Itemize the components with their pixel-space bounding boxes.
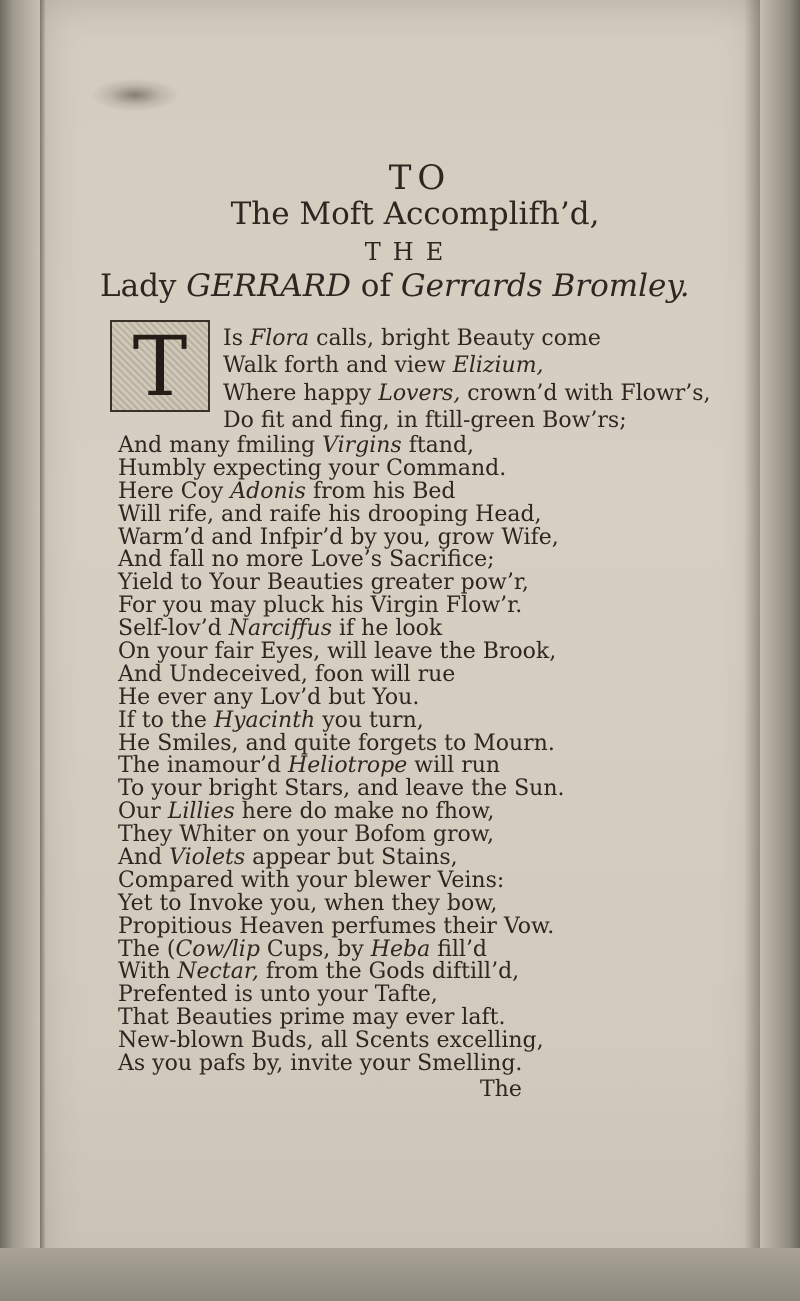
catchword: The — [480, 1077, 522, 1102]
poem-text: He ever any Lov’d but You. — [118, 685, 420, 710]
poem-text: Compared with your blewer Veins: — [118, 868, 505, 893]
poem-text: Cups, by — [259, 937, 371, 962]
poem-italic-word: Heba — [370, 937, 431, 962]
poem-italic-word: Flora — [249, 326, 310, 351]
poem-text: If to the — [118, 708, 214, 733]
poem-italic-word: Lovers, — [378, 381, 461, 406]
poem-text: Warm’d and Infpir’d by you, grow Wife, — [118, 525, 559, 550]
poem-text: With — [118, 959, 178, 984]
heading-place: Gerrards Bromley. — [400, 268, 690, 304]
poem-line — [223, 407, 627, 435]
decorated-initial-letter: T — [132, 320, 188, 415]
poem-text: That Beauties prime may ever laft. — [118, 1005, 506, 1030]
poem-text: And Undeceived, foon will rue — [118, 662, 456, 687]
poem-italic-word: Narciffus — [228, 616, 332, 641]
heading-lady-word: Lady — [100, 268, 187, 304]
poem-text: will run — [407, 753, 501, 778]
poem-text: appear but Stains, — [245, 845, 458, 870]
poem-text: Our — [118, 799, 168, 824]
poem-italic-word: Adonis — [230, 479, 306, 504]
poem-text: As you pafs by, invite your Smelling. — [118, 1051, 523, 1076]
poem-text: They Whiter on your Bofom grow, — [118, 822, 494, 847]
poem-text: To your bright Stars, and leave the Sun. — [118, 776, 565, 801]
poem-text: He Smiles, and quite forgets to Mourn. — [118, 731, 555, 756]
heading-of: of — [350, 268, 401, 304]
poem-text: you turn, — [315, 708, 424, 733]
poem-text: here do make no fhow, — [234, 799, 495, 824]
poem-text: The ( — [118, 937, 176, 962]
poem-text: Yield to Your Beauties greater pow’r, — [118, 570, 529, 595]
poem-text: Do fit and fing, in ftill-green Bow’rs; — [223, 408, 627, 433]
poem-text: calls, bright Beauty come — [309, 326, 601, 351]
poem-text: Walk forth and view — [223, 353, 453, 378]
poem-text: Is — [223, 326, 250, 351]
poem-text: fill’d — [430, 937, 488, 962]
poem-text: The inamour’d — [118, 753, 289, 778]
poem-italic-word: Violets — [169, 845, 246, 870]
poem-text: from the Gods diftill’d, — [258, 959, 520, 984]
poem-text: Prefented is unto your Tafte, — [118, 982, 438, 1007]
poem-text: Self-lov’d — [118, 616, 229, 641]
poem-text: And — [118, 845, 170, 870]
poem-italic-word: Nectar, — [177, 959, 259, 984]
poem-text: For you may pluck his Virgin Flow’r. — [118, 593, 523, 618]
poem-text: crown’d with Flowr’s, — [460, 381, 711, 406]
poem-text: if he look — [332, 616, 443, 641]
poem-italic-word: Hyacinth — [213, 708, 316, 733]
poem-italic-word: Elizium, — [452, 353, 544, 378]
poem-italic-word: Lillies — [167, 799, 235, 824]
poem-text: New-blown Buds, all Scents excelling, — [118, 1028, 544, 1053]
poem-text: from his Bed — [305, 479, 456, 504]
heading-dedication: The Moft Accomplifh’d, — [230, 196, 600, 232]
heading-to: TO — [388, 158, 452, 198]
poem-text: Propitious Heaven perfumes their Vow. — [118, 914, 555, 939]
poem-text: On your fair Eyes, will leave the Brook, — [118, 639, 557, 664]
poem-italic-word: Heliotrope — [288, 753, 408, 778]
poem-text: And many fmiling — [118, 433, 323, 458]
poem-line — [223, 352, 544, 380]
poem-line — [118, 1050, 522, 1078]
poem-text: ftand, — [401, 433, 475, 458]
poem-line — [223, 325, 601, 353]
poem-italic-word: Virgins — [322, 433, 402, 458]
poem-text: Yet to Invoke you, when they bow, — [118, 891, 498, 916]
poem-line — [223, 380, 711, 408]
poem-text: Here Coy — [118, 479, 231, 504]
heading-the: THE — [364, 238, 456, 266]
poem-text: And fall no more Love’s Sacrifice; — [118, 547, 495, 572]
poem-text: Where happy — [223, 381, 379, 406]
poem-text: Humbly expecting your Command. — [118, 456, 507, 481]
heading-lady-name: GERRARD — [186, 268, 351, 304]
poem-text: Will rife, and raife his drooping Head, — [118, 502, 542, 527]
poem-italic-word: Cow/lip — [175, 937, 260, 962]
